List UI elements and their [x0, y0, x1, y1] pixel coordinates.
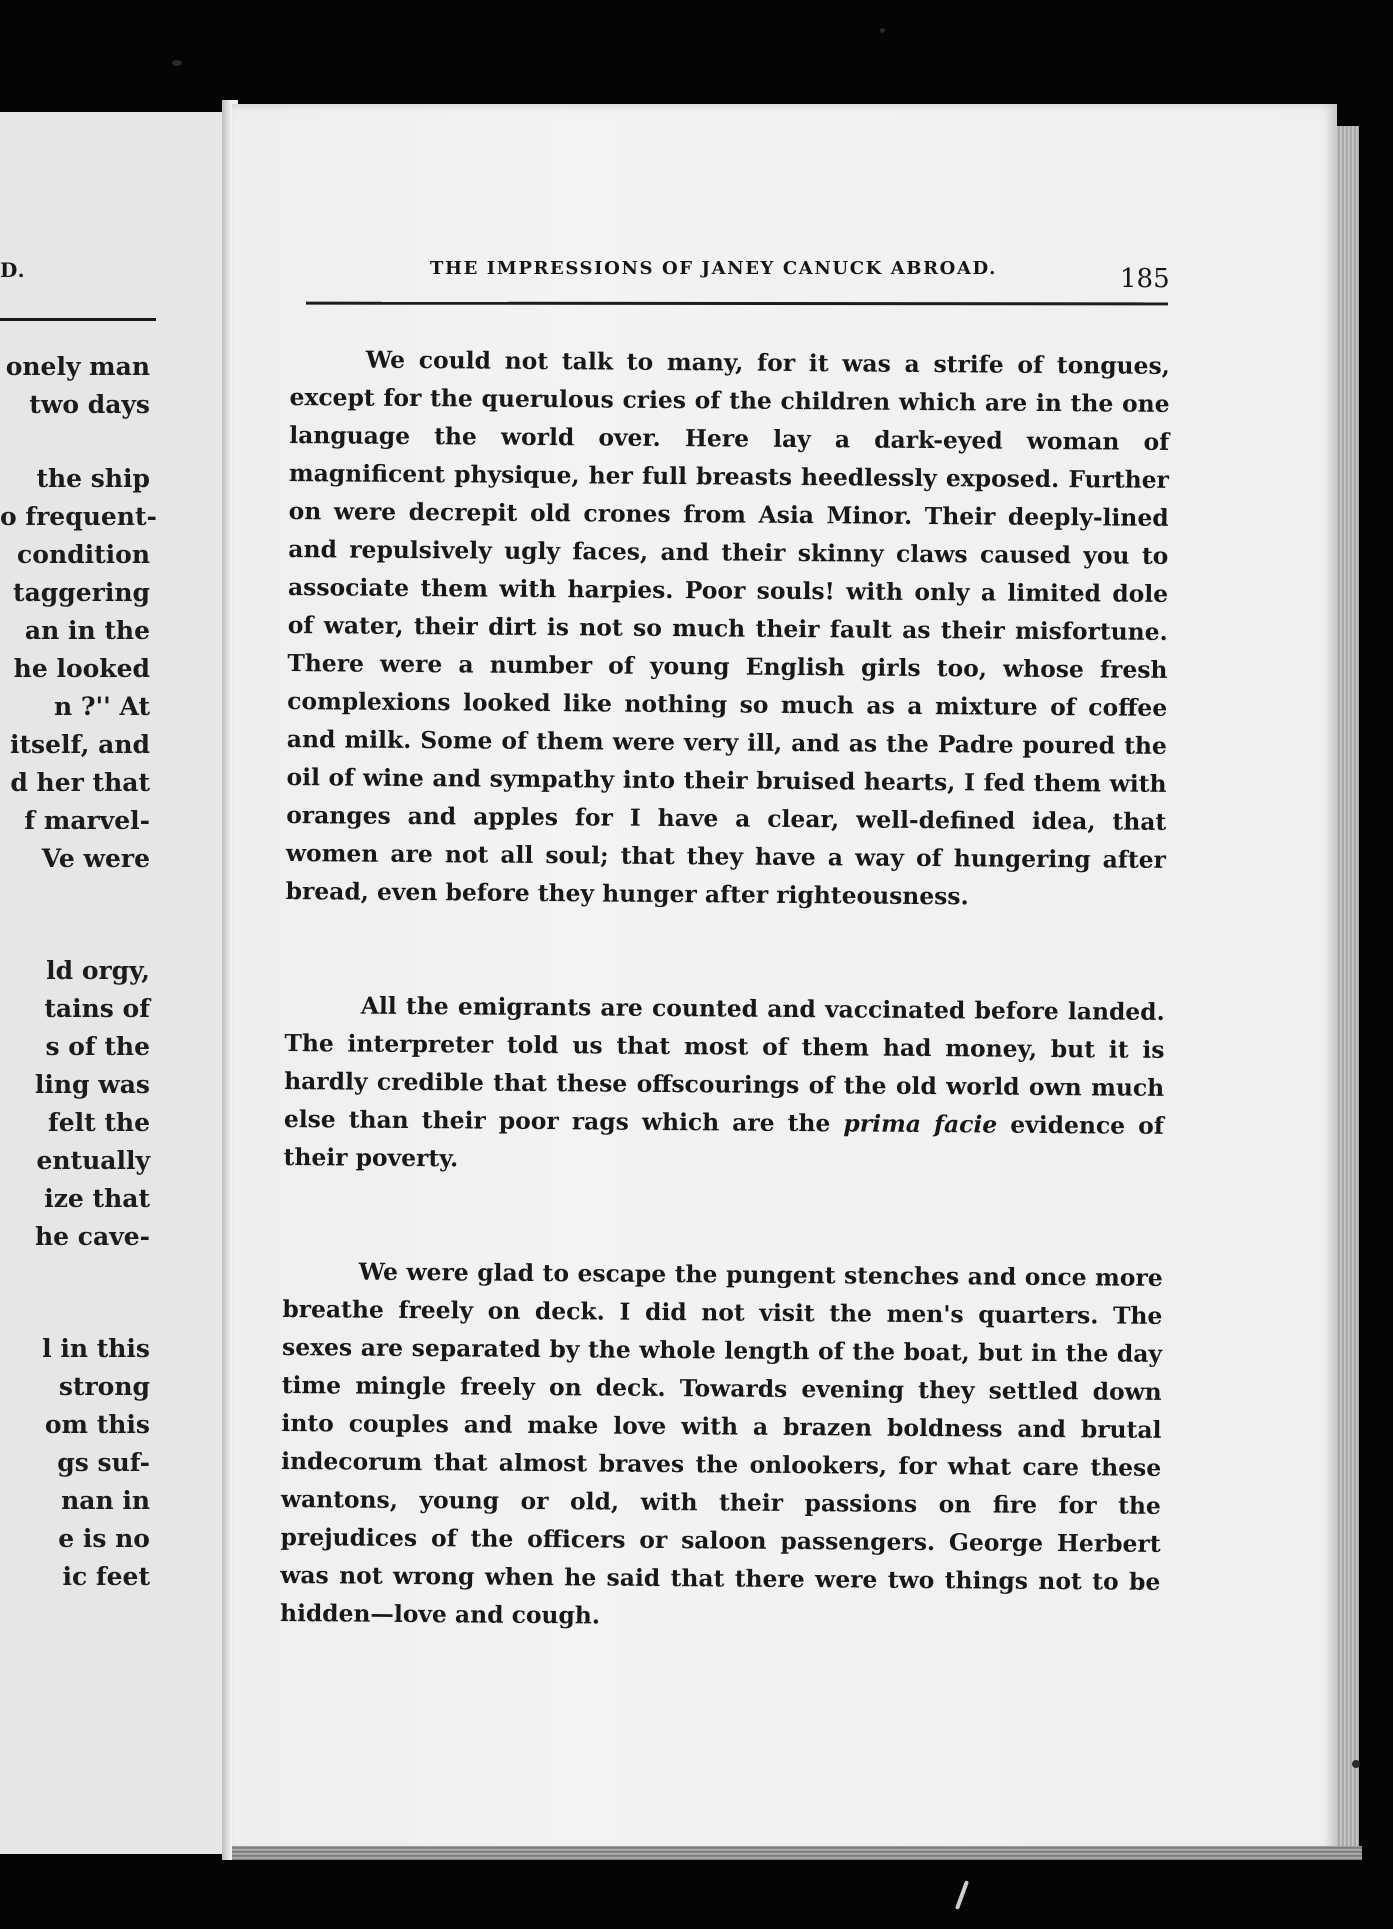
scan-speck: [172, 60, 182, 66]
left-page: [0, 112, 230, 1854]
left-line: l in this: [42, 1334, 150, 1363]
paragraph-text: evidence of their poverty.: [283, 1110, 1164, 1173]
left-line: entually: [36, 1146, 150, 1175]
left-page-text-fragments: [0, 348, 157, 1596]
page-block-edge: [1337, 126, 1359, 1846]
left-line: ling was: [34, 1070, 150, 1099]
running-head: THE IMPRESSIONS OF JANEY CANUCK ABROAD.: [430, 258, 997, 279]
left-line: e is no: [58, 1524, 150, 1553]
italic-phrase: prima facie: [843, 1109, 998, 1139]
left-line: strong: [58, 1372, 150, 1401]
left-line: felt the: [47, 1108, 150, 1137]
page-block-bottom-edge: [232, 1846, 1362, 1860]
left-line: ld orgy,: [46, 956, 150, 985]
left-line: f marvel-: [24, 806, 150, 835]
left-line: two days: [29, 390, 150, 419]
paragraph-text: All the emigrants are counted and vaccinated before landed. The interpreter told us that most of them had money, but it is hardly credible that these offscourings of the old world own much else than their poor rags which are the: [283, 991, 1165, 1138]
left-line: he looked: [13, 654, 150, 683]
left-line: tains of: [44, 994, 150, 1023]
left-line: Ve were: [41, 844, 150, 873]
left-line: om this: [44, 1410, 150, 1439]
page-number: 185: [1120, 264, 1170, 294]
paragraph: We were glad to escape the pungent stenches and once more breathe freely on deck. I did not visit the men's quarters. The sexes are separated by the whole length of the boat, but in the day time mingle freely on deck. Towards evening they settled down into couples and make love with a brazen boldness and brutal indecorum that almost braves the onlookers, for what care these wantons, young or old, with their passions on fire for the prejudices of the officers or saloon passengers. George Herbert was not wrong when he said that there were two things not to be hidden—love and cough.: [279, 1257, 1163, 1630]
left-line: itself, and: [10, 730, 150, 759]
left-line: condition: [17, 540, 150, 569]
paragraph: [283, 986, 1164, 1183]
left-line: ize that: [44, 1184, 150, 1213]
left-header-rule: [0, 318, 156, 321]
left-line: s of the: [45, 1032, 150, 1061]
left-line: onely man: [5, 352, 150, 381]
scan-speck: [880, 28, 885, 33]
left-line: he cave-: [34, 1222, 150, 1251]
scan-speck: [1352, 1760, 1360, 1768]
left-line: an in the: [24, 616, 150, 645]
paragraph: We could not talk to many, for it was a strife of tongues, except for the querulous cries of the children which are in the one language the world over. Here lay a dark-eyed woman of magnificent physique, her full breasts heedlessly exposed. Further on were decrepit old crones from Asia Minor. Their deeply-lined and repulsively ugly faces, and their skinny claws caused you to associate them with harpies. Poor souls! with only a limited dole of water, their dirt is not so much their fault as their misfortune. There were a number of young English girls too, whose fresh complexions looked like nothing so much as a mixture of coffee and milk. Some of them were very ill, and as the Padre poured the oil of wine and sympathy into their bruised hearts, I fed them with oranges and apples for I have a clear, well-defined idea, that women are not all soul; that they have a way of hungering after bread, even before they hunger after righteousness.: [285, 345, 1170, 911]
left-line: nan in: [61, 1486, 150, 1515]
body-text: [280, 340, 1170, 1639]
left-line: n ?'' At: [53, 692, 150, 721]
left-line: gs suf-: [57, 1448, 150, 1477]
scan-speck: [955, 1880, 969, 1910]
left-line: o frequent-: [0, 502, 157, 531]
left-running-head: D.: [0, 258, 26, 282]
left-line: d her that: [10, 768, 150, 797]
left-line: taggering: [13, 578, 150, 607]
left-line: the ship: [36, 464, 150, 493]
left-line: ic feet: [62, 1562, 150, 1591]
